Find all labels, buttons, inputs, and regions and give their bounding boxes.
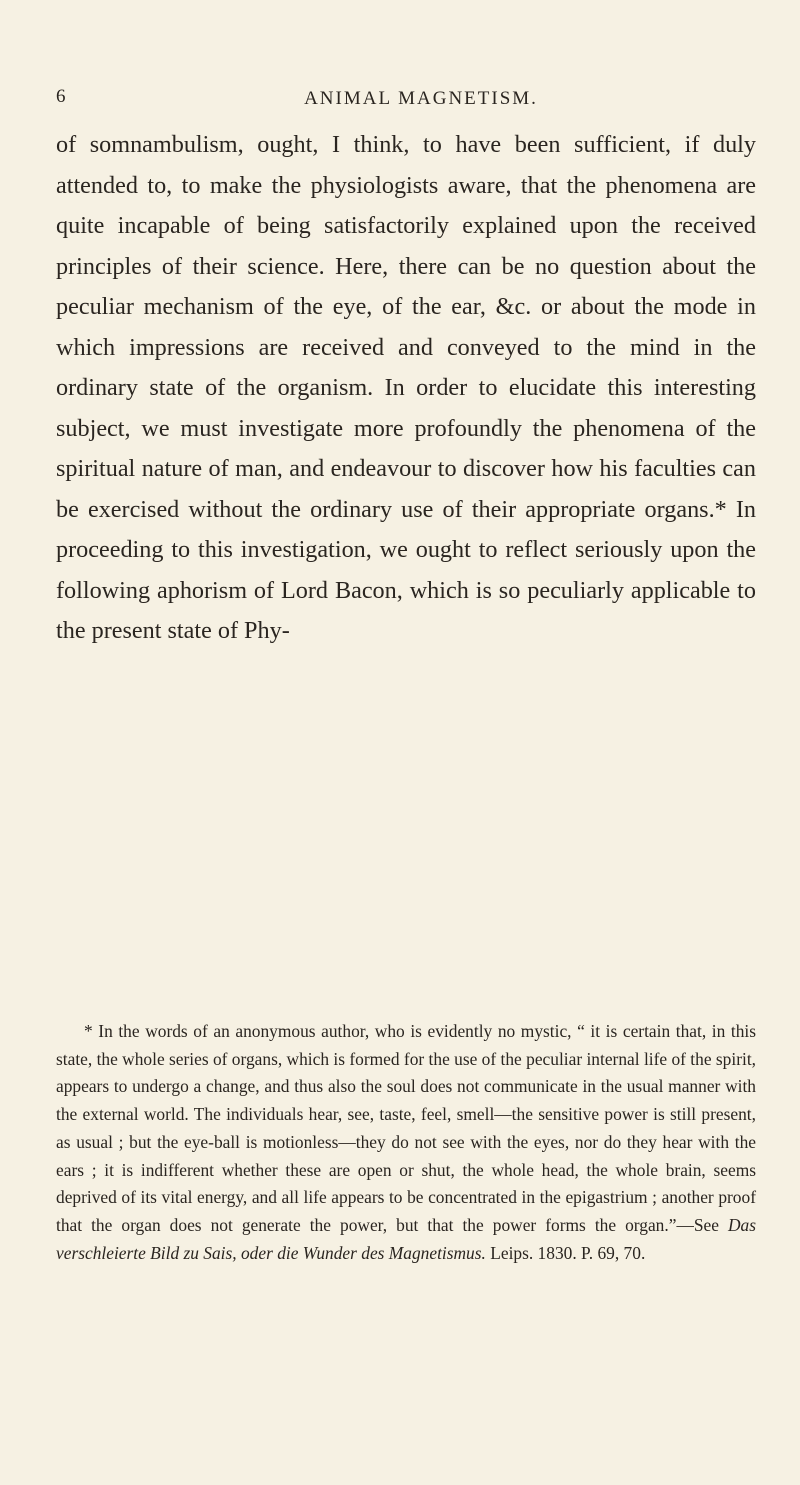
running-head: ANIMAL MAGNETISM. [304,88,538,109]
footnote [56,1018,756,1267]
page-number: 6 [56,86,66,107]
footnote-text: * In the words of an anonymous author, who is evidently no mystic, “ it is certain that, in this state, the whole series of organs, which is formed for the use of the peculiar internal life of the spirit, appears to undergo a change, and thus also the soul does not communicate in the usual manner with the external world. The individuals hear, see, taste, feel, smell—the sensitive power is still present, as usual ; but the eye-ball is motionless—they do not see with the eyes, nor do they hear with the ears ; it is indifferent whether these are open or shut, the whole head, the whole brain, seems deprived of its vital energy, and all life appears to be concentrated in the epigastrium ; another proof that the organ does not generate the power, but that the power forms the organ.”—See [56,1021,756,1235]
main-paragraph: of somnambulism, ought, I think, to have been sufficient, if duly attended to, to make the physiologists aware, that the phenomena are quite incapable of being satisfactorily explained upon the received principles of their science. Here, there can be no question about the peculiar mechanism of the eye, of the ear, &c. or about the mode in which impressions are received and conveyed to the mind in the ordinary state of the organism. In order to elucidate this interesting subject, we must investigate more profoundly the phenomena of the spiritual nature of man, and endeavour to discover how his faculties can be exercised without the ordinary use of their appropriate organs.* In proceeding to this investigation, we ought to reflect seriously upon the following aphorism of Lord Bacon, which is so peculiarly applicable to the present state of Phy- [56,131,756,644]
footnote-source-title: Das verschleierte Bild zu Sais, oder die Wunder des Magnetismus. [56,1214,756,1263]
page-header [56,86,756,116]
footnote-source-details: Leips. 1830. P. 69, 70. [485,1242,646,1263]
